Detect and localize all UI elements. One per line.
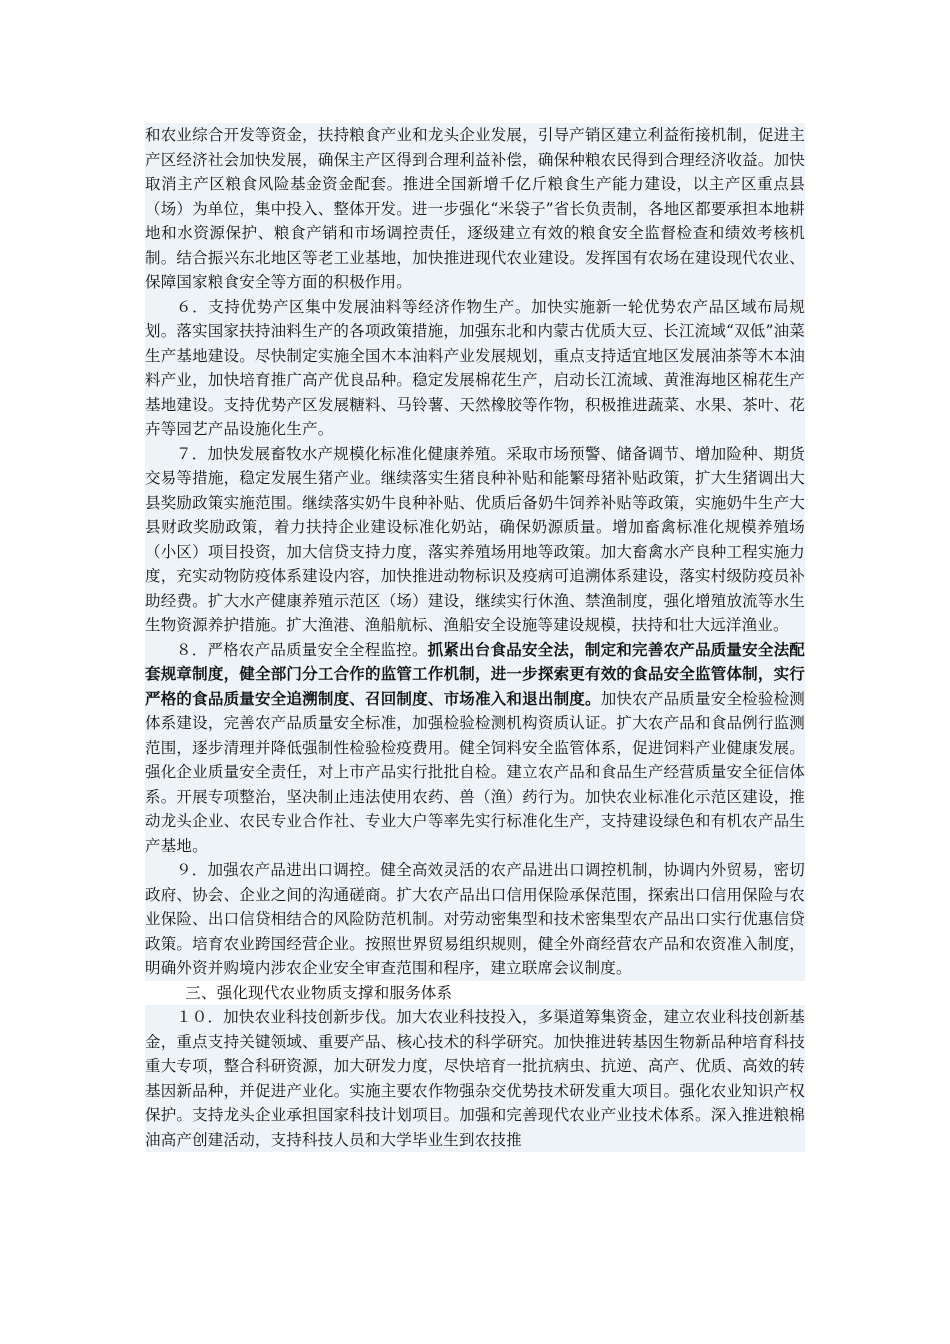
paragraph-9-trade: ９．加强农产品进出口调控。健全高效灵活的农产品进出口调控机制，协调内外贸易，密切政府、协会、企业之间的沟通磋商。扩大农产品出口信用保险承保范围，探索出口信用保险与农业保险、出口信贷相结合的风险防范机制。对劳动密集型和技术密集型农产品出口实行优惠信贷政策。培育农业跨国经营企业。按照世界贸易组织规则，健全外商经营农产品和农资准入制度，明确外资并购境内涉农企业安全审查范围和程序，建立联席会议制度。 bbox=[145, 861, 805, 977]
paragraph-8-rest: 加快农产品质量安全检验检测体系建设，完善农产品质量安全标准，加强检验检测机构资质认证。扩大农产品和食品例行监测范围，逐步清理并降低强制性检验检疫费用。健全饲料安全监管体系，促进饲料产业健康发展。强化企业质量安全责任，对上市产品实行批批自检。建立农产品和食品生产经营质量安全征信体系。开展专项整治，坚决制止违法使用农药、兽（渔）药行为。加快农业标准化示范区建设，推动龙头企业、农民专业合作社、专业大户等率先实行标准化生产，支持建设绿色和有机农产品生产基地。 bbox=[145, 689, 805, 855]
paragraph-8-quality-safety bbox=[145, 638, 805, 859]
paragraph-6-cash-crops: ６．支持优势产区集中发展油料等经济作物生产。加快实施新一轮优势农产品区域布局规划。落实国家扶持油料生产的各项政策措施，加强东北和内蒙古优质大豆、长江流域“双低”油菜生产基地建设。尽快制定实施全国木本油料产业发展规划，重点支持适宜地区发展油茶等木本油料产业，加快培育推广高产优良品种。稳定发展棉花生产，启动长江流域、黄淮海地区棉花生产基地建设。支持优势产区发展糖料、马铃薯、天然橡胶等作物，积极推进蔬菜、水果、茶叶、花卉等园艺产品设施化生产。 bbox=[145, 297, 805, 438]
document-body bbox=[145, 123, 805, 981]
paragraph-7-livestock: ７．加快发展畜牧水产规模化标准化健康养殖。采取市场预警、储备调节、增加险种、期货交易等措施，稳定发展生猪产业。继续落实生猪良种补贴和能繁母猪补贴政策，扩大生猪调出大县奖励政策实施范围。继续落实奶牛良种补贴、优质后备奶牛饲养补贴等政策，实施奶牛生产大县财政奖励政策，着力扶持企业建设标准化奶站，确保奶源质量。增加畜禽标准化规模养殖场（小区）项目投资，加大信贷支持力度，落实养殖场用地等政策。加大畜禽水产良种工程实施力度，充实动物防疫体系建设内容，加快推进动物标识及疫病可追溯体系建设，落实村级防疫员补助经费。扩大水产健康养殖示范区（场）建设，继续实行休渔、禁渔制度，强化增殖放流等水生生物资源养护措施。扩大渔港、渔船航标、渔船安全设施等建设规模，扶持和壮大远洋渔业。 bbox=[145, 444, 805, 634]
paragraph-10-technology: １０．加快农业科技创新步伐。加大农业科技投入，多渠道筹集资金，建立农业科技创新基金，重点支持关键领域、重要产品、核心技术的科学研究。加快推进转基因生物新品种培育科技重大专项，整合科研资源，加大研发力度，尽快培育一批抗病虫、抗逆、高产、优质、高效的转基因新品种，并促进产业化。实施主要农作物强杂交优势技术研发重大项目。强化农业知识产权保护。支持龙头企业承担国家科技计划项目。加强和完善现代农业产业技术体系。深入推进粮棉油高产创建活动，支持科技人员和大学毕业生到农技推 bbox=[145, 1008, 805, 1149]
document-page bbox=[145, 123, 805, 1152]
paragraph-8-lead: ８．严格农产品质量安全全程监控。 bbox=[176, 640, 428, 659]
paragraph-8-bold: 抓紧出台食品安全法，制定和完善农产品质量安全法配套规章制度，健全部门分工合作的监管工作机制，进一步探索更有效的食品安全监管体制，实行严格的食品质量安全追溯制度、召回制度、市场准入和退出制度。 bbox=[145, 639, 805, 708]
paragraph-grain-support: 和农业综合开发等资金，扶持粮食产业和龙头企业发展，引导产销区建立利益衔接机制，促进主产区经济社会加快发展，确保主产区得到合理利益补偿，确保种粮农民得到合理经济收益。加快取消主产区粮食风险基金资金配套。推进全国新增千亿斤粮食生产能力建设，以主产区重点县（场）为单位，集中投入、整体开发。进一步强化“米袋子”省长负责制，各地区都要承担本地耕地和水资源保护、粮食产销和市场调控责任，逐级建立有效的粮食安全监督检查和绩效考核机制。结合振兴东北地区等老工业基地，加快推进现代农业建设。发挥国有农场在建设现代农业、保障国家粮食安全等方面的积极作用。 bbox=[145, 126, 805, 291]
section-heading-3: 三、强化现代农业物质支撑和服务体系 bbox=[185, 983, 453, 1002]
document-body-continued bbox=[145, 1005, 805, 1152]
